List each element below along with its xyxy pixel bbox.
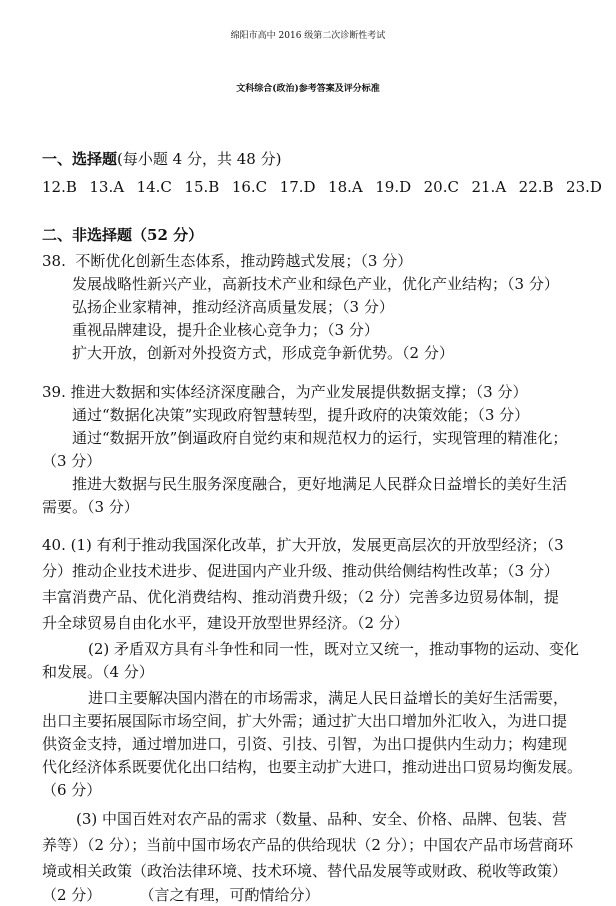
q40-line: (2) 矛盾双方具有斗争性和同一性，既对立又统一，推动事物的运动、变化	[88, 640, 580, 658]
q40-line: （6 分）	[42, 781, 102, 799]
q39-line: （3 分）	[42, 452, 102, 470]
q40-line: 和发展。（4 分）	[42, 663, 154, 681]
q40-line: 养等）（2 分）；当前中国市场农产品的供给现状（2 分）；中国农产品市场营商环	[42, 836, 574, 854]
choice-answer: 14.C	[136, 178, 172, 196]
q40-line: 升全球贸易自由化水平，建设开放型世界经济。（2 分）	[42, 614, 409, 632]
answer-key-title: 文科综合(政治)参考答案及评分标准	[236, 84, 380, 94]
q38-line: 发展战略性新兴产业，高新技术产业和绿色产业，优化产业结构；（3 分）	[72, 275, 559, 293]
choice-answer: 20.C	[423, 178, 459, 196]
choice-answers-row	[42, 176, 602, 198]
q38-line: 重视品牌建设，提升企业核心竞争力；（3 分）	[72, 321, 379, 339]
choice-answer: 17.D	[279, 178, 316, 196]
section2-heading-label: 二、非选择题（52 分）	[42, 226, 204, 244]
q40-line: 进口主要解决国内潜在的市场需求，满足人民日益增长的美好生活需要，	[88, 689, 569, 707]
choice-answer: 19.D	[375, 178, 412, 196]
q39-line: 通过“数据化决策”实现政府智慧转型，提升政府的决策效能；（3 分）	[72, 406, 530, 424]
q40-line: 40. (1) 有利于推动我国深化改革，扩大开放，发展更高层次的开放型经济；（3	[42, 536, 564, 554]
q40-line: 代化经济体系既要优化出口结构，也要主动扩大进口，推动进出口贸易均衡发展。	[42, 758, 583, 776]
choice-answer: 18.A	[328, 178, 363, 196]
section1-heading-note: (每小题 4 分，共 48 分)	[117, 150, 282, 168]
choice-answer: 21.A	[471, 178, 507, 196]
choice-answer: 23.D	[566, 178, 602, 196]
section2-heading	[42, 224, 203, 246]
q40-line: 分）推动企业技术进步、促进国内产业升级、推动供给侧结构性改革；（3 分）	[42, 562, 559, 580]
choice-answer: 16.C	[231, 178, 268, 196]
q40-line: （2 分） （言之有理，可酌情给分）	[42, 886, 320, 904]
q40-line: 境或相关政策（政治法律环境、技术环境、替代品发展等或财政、税收等政策）	[42, 862, 568, 880]
q38-line: 38. 不断优化创新生态体系，推动跨越式发展；（3 分）	[42, 252, 413, 270]
choice-answer: 12.B	[42, 178, 77, 196]
section1-heading	[42, 148, 281, 170]
q39-line: 需要。（3 分）	[42, 498, 139, 516]
choice-answer: 22.B	[518, 178, 554, 196]
q39-line: 通过“数据开放”倒逼政府自觉约束和规范权力的运行，实现管理的精准化；	[72, 429, 568, 447]
q39-line: 39. 推进大数据和实体经济深度融合，为产业发展提供数据支撑；（3 分）	[42, 383, 528, 401]
q40-line: (3) 中国百姓对农产品的需求（数量、品种、安全、价格、品牌、包装、营	[76, 810, 568, 828]
q38-line: 扩大开放，创新对外投资方式，形成竞争新优势。（2 分）	[72, 344, 454, 362]
q40-line: 供资金支持，通过增加进口，引资、引技、引智，为出口提供内生动力；构建现	[42, 735, 568, 753]
q38-line: 弘扬企业家精神，推动经济高质量发展；（3 分）	[72, 298, 394, 316]
choice-answer: 15.B	[184, 178, 220, 196]
q40-line: 丰富消费产品、优化消费结构、推动消费升级；（2 分）完善多边贸易体制，提	[42, 588, 559, 606]
q40-line: 出口主要拓展国际市场空间，扩大外需；通过扩大出口增加外汇收入，为进口提	[42, 712, 568, 730]
q39-line: 推进大数据与民生服务深度融合，更好地满足人民群众日益增长的美好生活	[72, 475, 568, 493]
section1-heading-label: 一、选择题	[42, 150, 118, 168]
choice-answer: 13.A	[89, 178, 125, 196]
exam-title: 绵阳市高中 2016 级第二次诊断性考试	[230, 31, 386, 41]
